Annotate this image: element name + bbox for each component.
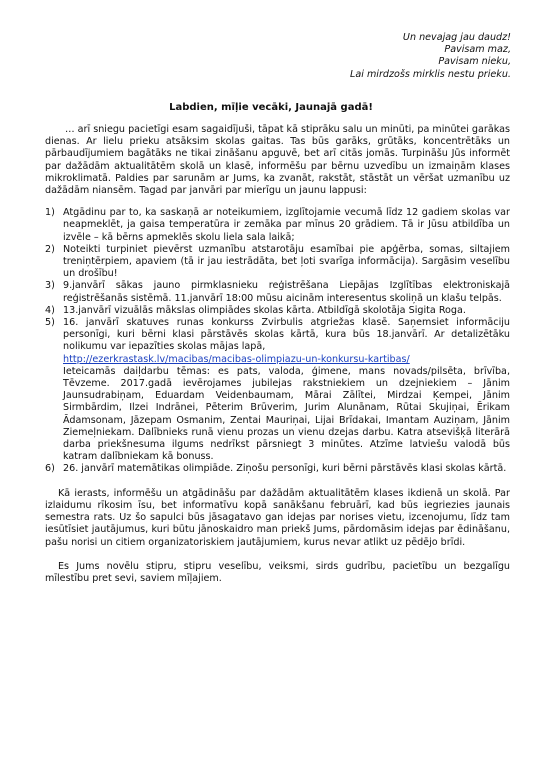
list-number: 5) [45,317,55,329]
closing-paragraph: Es Jums novēlu stipru, stipru veselību, veiksmi, sirds gudrību, pacietību un bezgalīgu mīlestību pret sevi, saviem mīļajiem. [45,560,510,584]
announcement-list [45,207,510,475]
poem-line: Un nevajag jau daudz! [402,32,511,43]
list-text: Noteikti turpiniet pievērst uzmanību atstarotāju esamībai pie apģērba, somas, siltajiem treniņtērpiem, apaviem (tā ir jau iestrādāta, bet ļoti svarīga informācija). Sargāsim veselību un drošību! [63,243,510,280]
list-item [45,280,510,304]
poem-line: Pavisam maz, [444,44,511,56]
list-item [45,244,510,281]
list-item [45,305,510,317]
list-number: 1) [45,207,55,219]
olympiad-rules-link[interactable]: http://ezerkrastask.lv/macibas/macibas-olimpiazu-un-konkursu-kartibas/ [63,353,410,365]
list-text: 16. janvārī skatuves runas konkurss Zvirbulis atgriežas klasē. Saņemsiet informāciju personīgi, kuri bērni klasi pārstāvēs skolas kārtā, kura būs 18.janvārī. Ar detalizētāku nolikumu var iepazīties skolas mājas lapā, [63,317,510,353]
list-item [45,463,510,475]
list-number: 6) [45,463,55,475]
list-number: 2) [45,243,55,255]
list-number: 4) [45,304,55,316]
list-item [45,207,510,244]
list-item [45,317,510,463]
letter-heading: Labdien, mīļie vecāki, Jaunajā gadā! [169,102,373,113]
letter-body [45,124,510,585]
poem-line: Pavisam nieku, [438,56,511,68]
list-number: 3) [45,280,55,292]
paragraph: Kā ierasts, informēšu un atgādināšu par dažādām aktualitātēm klases ikdienā un skolā. Par izlaidumu rīkosim īsu, bet informatīvu kopā sanākšanu februārī, kad būs iegriezies jaunais semestra rats. Uz šo sapulci būs jāsagatavo gan idejas par norises vietu, izcenojumu, līdz tam iesūtīsiet jautājumus, kuri būtu jānoskaidro man priekš Jums, pārdomāsim idejas par ēdināšanu, pašu norisi un citiem organizatoriskiem jautājumiem, kurus nevar atlikt uz pēdējo brīdi. [45,487,510,548]
intro-paragraph: … arī sniegu pacietīgi esam sagaidījuši, tāpat kā stiprāku salu un minūti, pa minūtei garākas dienas. Ar lielu prieku atsāksim skolas gaitas. Tas būs garāks, grūtāks, koncentrētāks un pārbaudījumiem bagātāks ne tikai zināšanu apguvē, bet arī citās jomās. Turpināšu Jūs informēt par dažādām aktualitātēm skolā un klasē, informēšu par bērnu uzvedību un izmaiņām klases mikroklimatā. Paldies par sarunām ar Jums, ka zvanāt, rakstāt, stāstāt un vēršat uzmanību uz dažādām niansēm. Tagad par janvāri par mierīgu un jaunu lappusi: [45,124,510,197]
list-text: 13.janvārī vizuālās mākslas olimpiādes skolas kārta. Atbildīgā skolotāja Sigita Roga. [63,304,466,316]
epigraph-poem [350,32,511,81]
list-text: Atgādinu par to, ka saskaņā ar noteikumiem, izglītojamie vecumā līdz 12 gadiem skolas var neapmeklēt, ja gaisa temperatūra ir zemāka par mīnus 20 grādiem. Tā ir Jūsu atbildība un izvēle – kā bērns apmeklēs skolu liela sala laikā; [63,207,510,243]
list-text: Ieteicamās daiļdarbu tēmas: es pats, valoda, ģimene, mans novads/pilsēta, brīvība, Tēvzeme. 2017.gadā ievērojames jubilejas rakstniekiem un dzejniekiem – Jānim Jaunsudrabiņam, Eduardam Veidenbaumam, Mārai Zālītei, Mirdzai Ķempei, Jānim Sirmbārdim, Ilzei Indrānei, Pēterim Brūverim, Jurim Alunānam, Rūtai Skujiņai, Ērikam Ādamsonam, Jāzepam Osmanim, Zentai Mauriņai, Lijai Brīdakai, Imantam Auziņam, Jānim Ziemeļniekam. Dalībnieks runā vienu prozas un vienu dzejas darbu. Katra atsevišķā literārā darba priekšnesuma ilgums nedrīkst pārsniegt 3 minūtes. Atzīme latviešu valodā būs katram dalībniekam kā bonuss. [63,365,510,463]
poem-line: Lai mirdzošs mirklis nestu prieku. [350,68,511,80]
list-text: 9.janvārī sākas jauno pirmklasnieku reģistrēšana Liepājas Izglītības elektroniskajā reģistrēšanās sistēmā. 11.janvārī 18:00 mūsu aicinām interesentus skoliņā un klašu telpās. [63,280,510,304]
list-text: 26. janvārī matemātikas olimpiāde. Ziņošu personīgi, kuri bērni pārstāvēs klasi skolas kārtā. [63,463,507,475]
